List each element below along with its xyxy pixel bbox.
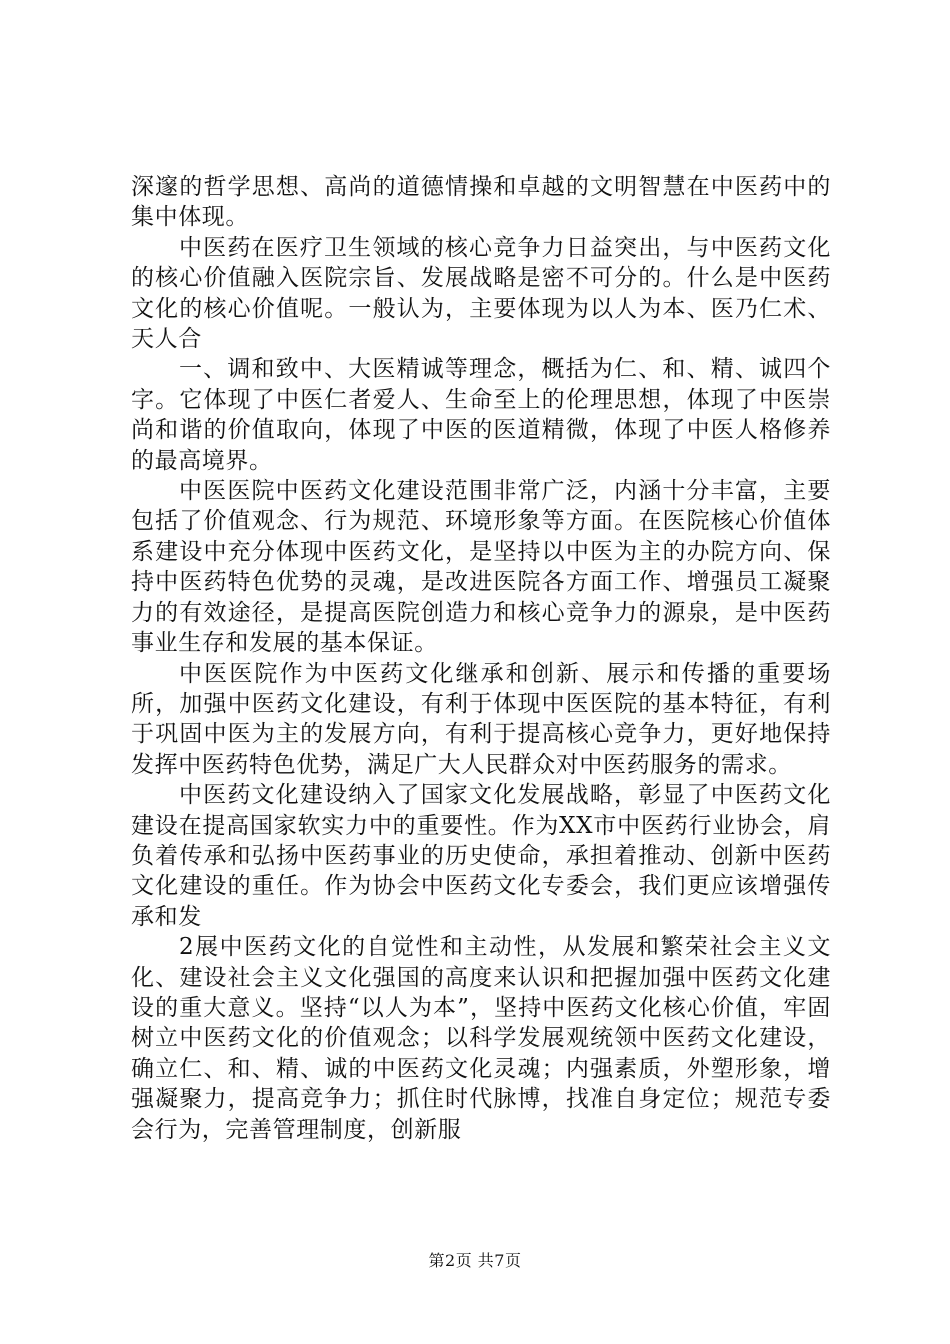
paragraph-5: 中医医院作为中医药文化继承和创新、展示和传播的重要场所，加强中医药文化建设，有利于体现中医医院的基本特征，有利于巩固中医为主的发展方向，有利于提高核心竞争力，更好地保持发挥中医药特色优势，满足广大人民群众对中医药服务的需求。 (131, 660, 831, 778)
paragraph-2: 中医药在医疗卫生领域的核心竞争力日益突出，与中医药文化的核心价值融入医院宗旨、发展战略是密不可分的。什么是中医药文化的核心价值呢。一般认为，主要体现为以人为本、医乃仁术、天人合 (131, 234, 831, 353)
document-body (131, 172, 831, 1145)
paragraph-4: 中医医院中医药文化建设范围非常广泛，内涵十分丰富，主要包括了价值观念、行为规范、环境形象等方面。在医院核心价值体系建设中充分体现中医药文化，是坚持以中医为主的办院方向、保持中医药特色优势的灵魂，是改进医院各方面工作、增强员工凝聚力的有效途径，是提高医院创造力和核心竞争力的源泉，是中医药事业生存和发展的基本保证。 (131, 478, 831, 657)
paragraph-3: 一、调和致中、大医精诚等理念，概括为仁、和、精、诚四个字。它体现了中医仁者爱人、生命至上的伦理思想，体现了中医崇尚和谐的价值取向，体现了中医的医道精微，体现了中医人格修养的最高境界。 (131, 356, 831, 474)
page-number-footer: 第2页 共7页 (428, 1251, 522, 1270)
paragraph-6: 中医药文化建设纳入了国家文化发展战略，彰显了中医药文化建设在提高国家软实力中的重要性。作为XX市中医药行业协会，肩负着传承和弘扬中医药事业的历史使命，承担着推动、创新中医药文化建设的重任。作为协会中医药文化专委会，我们更应该增强传承和发 (131, 782, 831, 930)
paragraph-1: 深邃的哲学思想、高尚的道德情操和卓越的文明智慧在中医药中的集中体现。 (131, 174, 831, 231)
paragraph-7: 2展中医药文化的自觉性和主动性，从发展和繁荣社会主义文化、建设社会主义文化强国的高度来认识和把握加强中医药文化建设的重大意义。坚持“以人为本”，坚持中医药文化核心价值，牢固树立中医药文化的价值观念；以科学发展观统领中医药文化建设，确立仁、和、精、诚的中医药文化灵魂；内强素质，外塑形象，增强凝聚力，提高竞争力；抓住时代脉博，找准自身定位；规范专委会行为，完善管理制度，创新服 (131, 934, 831, 1143)
